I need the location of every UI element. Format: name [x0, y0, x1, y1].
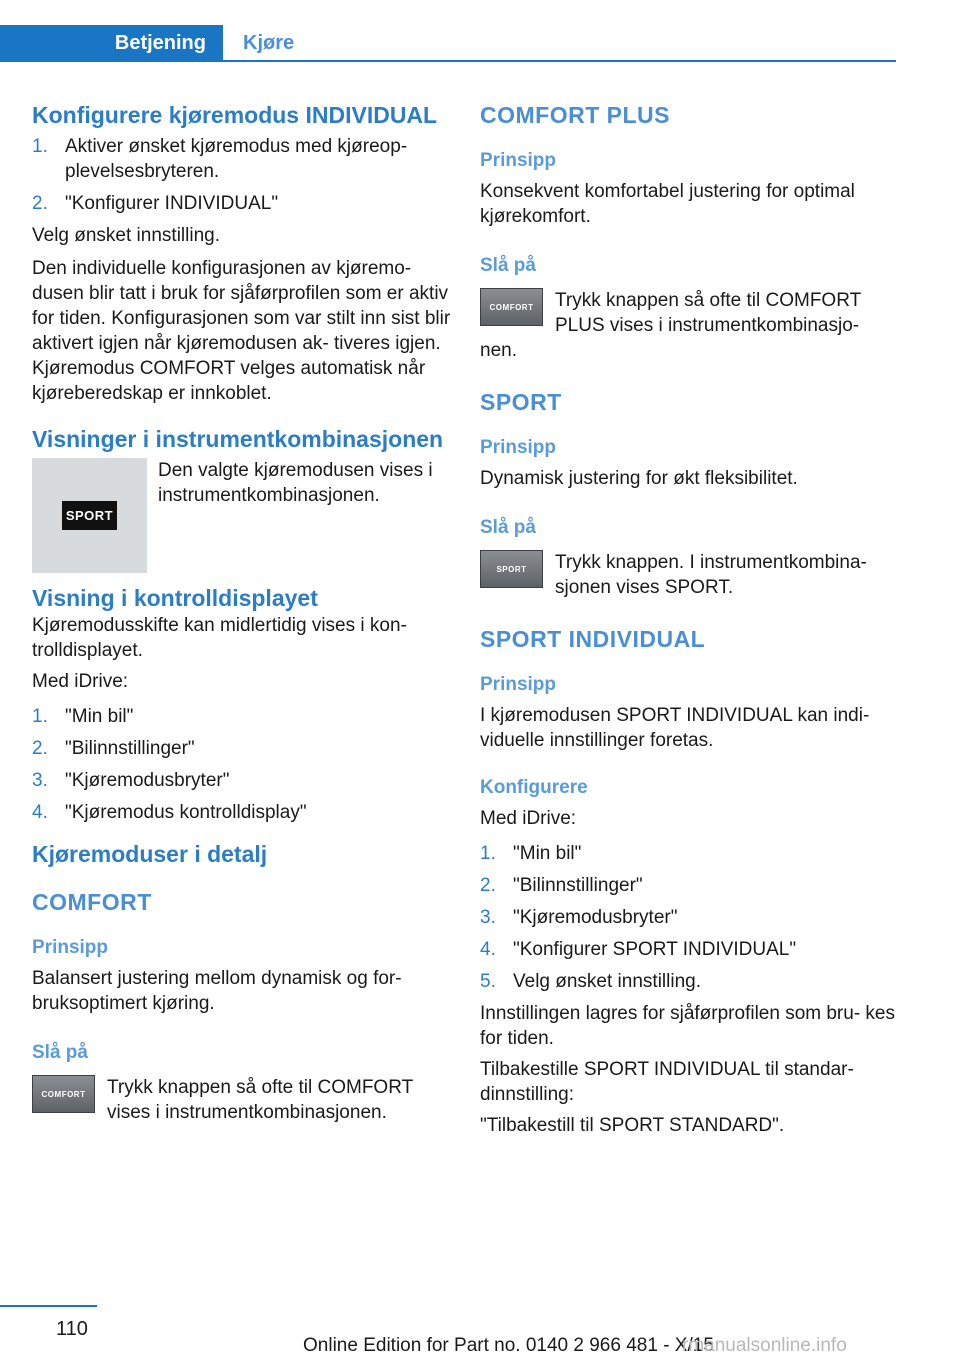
- tilbakestill-command: "Tilbakestill til SPORT STANDARD".: [480, 1115, 785, 1136]
- sport-sla-text: Trykk knappen. I instrumentkombina‐ sjonen vises SPORT.: [555, 552, 867, 598]
- list-text: "Kjøremodus kontrolldisplay": [65, 802, 307, 823]
- list-number: 2.: [32, 738, 48, 759]
- list-number: 3.: [32, 770, 48, 791]
- heading-konfigurere: Konfigurere: [480, 777, 588, 798]
- list-item: [480, 969, 896, 994]
- list-item: [32, 134, 452, 184]
- tab-kjore[interactable]: Kjøre: [243, 31, 295, 54]
- chapter-tab-bar: [0, 0, 960, 64]
- sport-indicator-label: SPORT: [62, 501, 117, 530]
- list-item: [32, 191, 452, 216]
- med-idrive-text: Med iDrive:: [480, 808, 577, 829]
- list-item: [32, 736, 452, 761]
- sport-button-icon: SPORT: [480, 550, 543, 588]
- kontroll-text: Kjøremodusskifte kan midlertidig vises i kon‐ trolldisplayet.: [32, 615, 407, 661]
- list-number: 5.: [480, 971, 496, 992]
- visninger-row: [32, 458, 452, 573]
- heading-kjoremoduser-detalj: Kjøremoduser i detalj: [32, 841, 268, 867]
- comfort-sla-row: [32, 1075, 452, 1125]
- list-number: 2.: [480, 875, 496, 896]
- list-item: [32, 800, 452, 825]
- edition-text: Online Edition for Part no. 0140 2 966 481 - X/15: [303, 1335, 714, 1356]
- list-number: 2.: [32, 193, 48, 214]
- heading-comfort: COMFORT: [32, 889, 152, 915]
- list-number: 4.: [32, 802, 48, 823]
- list-item: [32, 704, 452, 729]
- med-idrive-text: Med iDrive:: [32, 671, 129, 692]
- list-item: [480, 937, 896, 962]
- list-number: 4.: [480, 939, 496, 960]
- heading-prinsipp: Prinsipp: [480, 437, 557, 458]
- sport-individual-prinsipp-text: I kjøremodusen SPORT INDIVIDUAL kan indi‐ viduelle innstillinger foretas.: [480, 705, 870, 751]
- list-text: "Konfigurer SPORT INDIVIDUAL": [513, 939, 797, 960]
- heading-visninger: Visninger i instrumentkombinasjonen: [32, 426, 444, 452]
- right-column: [480, 100, 896, 1138]
- sport-prinsipp-text: Dynamisk justering for økt fleksibilitet.: [480, 468, 798, 489]
- comfort-prinsipp-text: Balansert justering mellom dynamisk og for‐ bruksoptimert kjøring.: [32, 968, 402, 1014]
- visninger-text: Den valgte kjøremodusen vises i instrumentkombinasjonen.: [158, 460, 433, 506]
- list-number: 3.: [480, 907, 496, 928]
- list-text: "Min bil": [513, 843, 582, 864]
- kontroll-steps-list: [32, 704, 452, 825]
- heading-comfort-plus: COMFORT PLUS: [480, 102, 670, 128]
- list-number: 1.: [480, 843, 496, 864]
- footer-rule: [0, 1305, 97, 1307]
- heading-prinsipp: Prinsipp: [32, 937, 109, 958]
- tab-betjening[interactable]: Betjening: [0, 25, 223, 61]
- list-item: [480, 841, 896, 866]
- comfort-plus-sla-text: Trykk knappen så ofte til COMFORT PLUS vises i instrumentkombinasjo‐: [555, 290, 861, 336]
- instrument-cluster-image: [32, 458, 147, 573]
- tilbakestille-text: Tilbakestille SPORT INDIVIDUAL til standar‐ dinnstilling:: [480, 1059, 854, 1105]
- list-text: "Min bil": [65, 706, 134, 727]
- list-item: [32, 768, 452, 793]
- comfort-plus-sla-row: [480, 288, 896, 338]
- left-column: [32, 100, 452, 1125]
- tab-underline: [0, 60, 896, 62]
- konfig-steps-list: [32, 134, 452, 216]
- comfort-sla-text: Trykk knappen så ofte til COMFORT vises i instrumentkombinasjonen.: [107, 1077, 413, 1123]
- individual-description: Den individuelle konfigurasjonen av kjøremo‐ dusen blir tatt i bruk for sjåførprofilen som er aktiv for tiden. Konfigurasjonen som var stilt inn sist blir aktivert igjen når kjøremodusen ak‐ tiveres igjen. Kjøremodus COMFORT velges automatisk når kjøreberedskap er innkoblet.: [32, 258, 451, 404]
- heading-sla-pa: Slå på: [480, 517, 536, 538]
- list-item: [480, 873, 896, 898]
- list-text: "Bilinnstillinger": [65, 738, 195, 759]
- comfort-plus-prinsipp-text: Konsekvent komfortabel justering for optimal kjørekomfort.: [480, 181, 855, 227]
- sport-individual-steps-list: [480, 841, 896, 994]
- heading-kontrolldisplay: Visning i kontrolldisplayet: [32, 585, 318, 611]
- watermark: rmanualsonline.info: [682, 1335, 847, 1356]
- sport-sla-row: [480, 550, 896, 600]
- list-text: "Kjøremodusbryter": [65, 770, 230, 791]
- list-text: "Bilinnstillinger": [513, 875, 643, 896]
- velg-text: Velg ønsket innstilling.: [32, 225, 220, 246]
- lagres-text: Innstillingen lagres for sjåførprofilen som bru‐ kes for tiden.: [480, 1003, 896, 1049]
- heading-sla-pa: Slå på: [480, 255, 536, 276]
- list-text: Velg ønsket innstilling.: [513, 971, 701, 992]
- page-number: 110: [56, 1318, 88, 1340]
- list-text: Aktiver ønsket kjøremodus med kjøreop‐ plevelsesbryteren.: [65, 136, 408, 182]
- heading-konfigurere-individual: Konfigurere kjøremodus INDIVIDUAL: [32, 102, 438, 128]
- list-item: [480, 905, 896, 930]
- heading-prinsipp: Prinsipp: [480, 674, 557, 695]
- heading-sport: SPORT: [480, 389, 562, 415]
- heading-prinsipp: Prinsipp: [480, 150, 557, 171]
- comfort-button-icon: COMFORT: [480, 288, 543, 326]
- heading-sport-individual: SPORT INDIVIDUAL: [480, 626, 706, 652]
- comfort-button-icon: COMFORT: [32, 1075, 95, 1113]
- list-text: "Konfigurer INDIVIDUAL": [65, 193, 279, 214]
- heading-sla-pa: Slå på: [32, 1042, 88, 1063]
- comfort-plus-sla-text-cont: nen.: [480, 340, 517, 361]
- list-text: "Kjøremodusbryter": [513, 907, 678, 928]
- list-number: 1.: [32, 706, 48, 727]
- list-number: 1.: [32, 136, 48, 157]
